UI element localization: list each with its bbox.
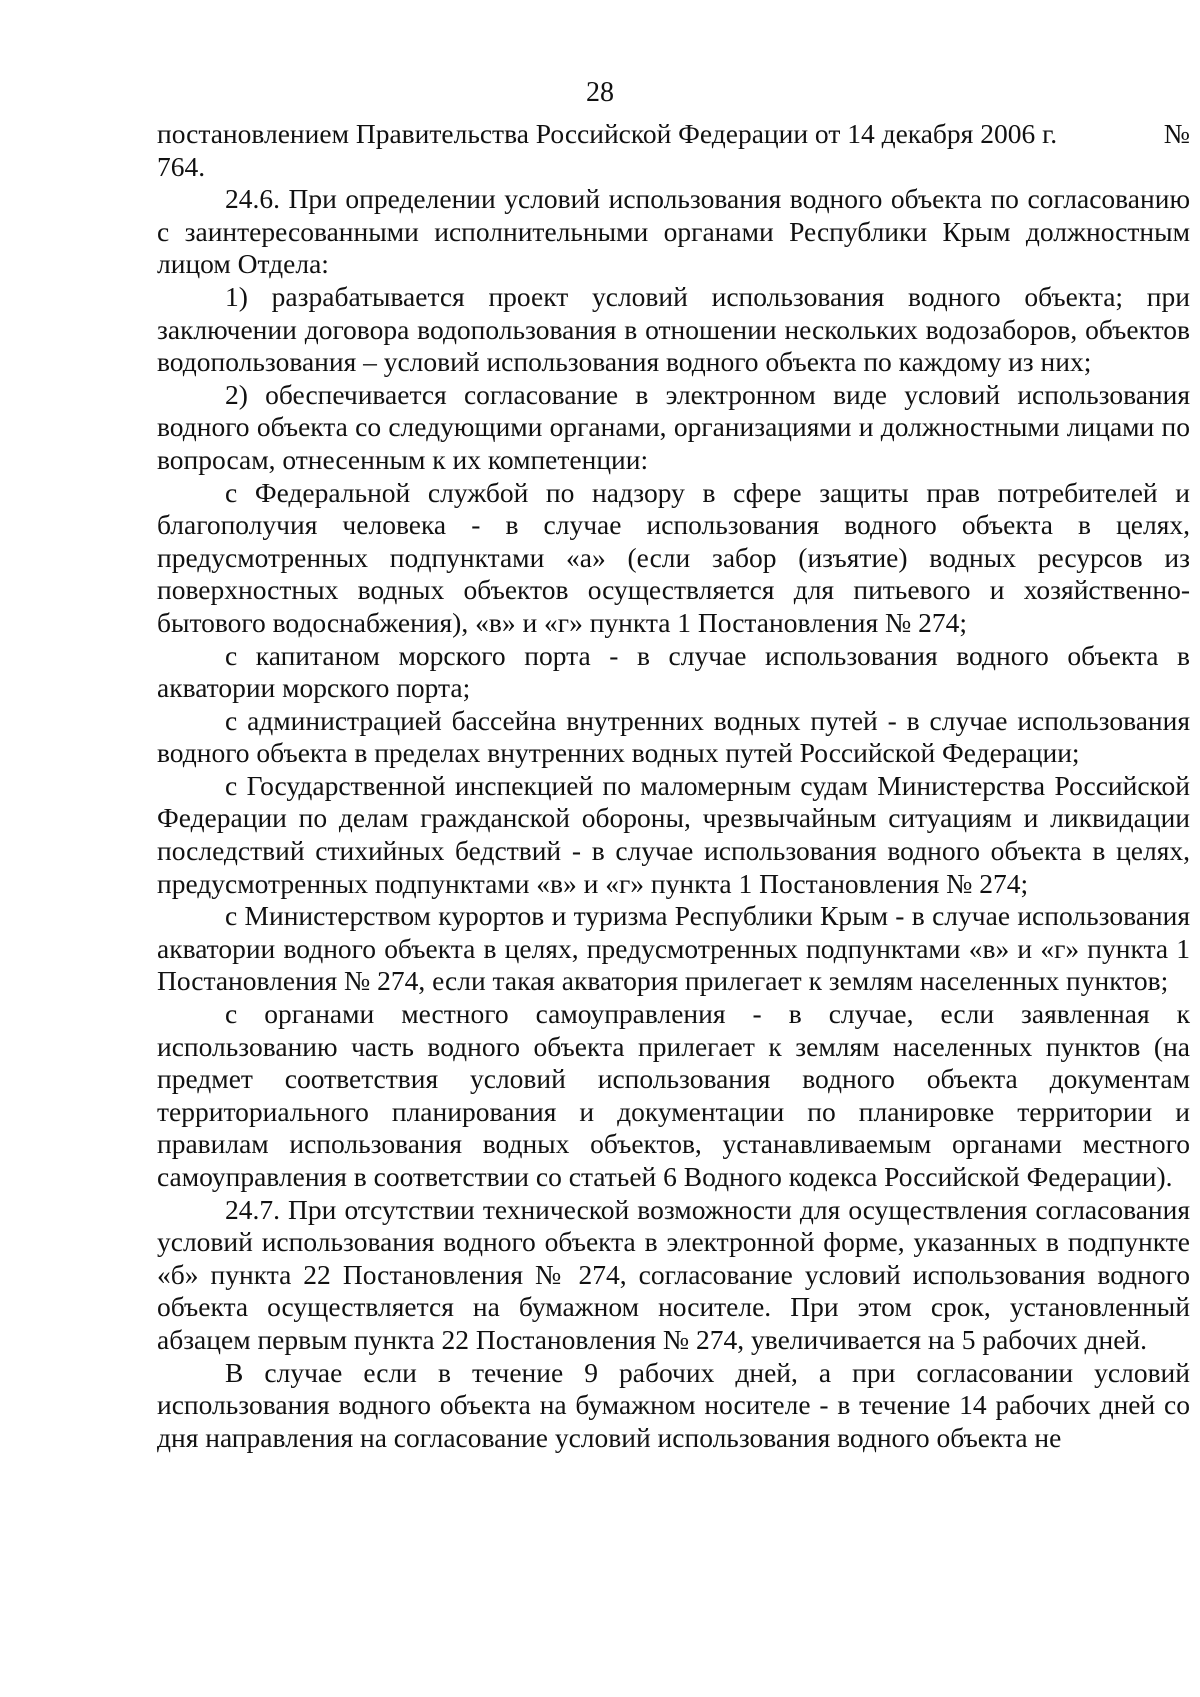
header-line-text: постановлением Правительства Российской Федерации от 14 декабря 2006 г.	[157, 118, 1058, 149]
page-number: 28	[586, 77, 614, 108]
paragraph-local-government: с органами местного самоуправления - в случае, если заявленная к использованию часть водного объекта прилегает к землям населенных пунктов (на предмет соответствия условий использования водного объекта документам территориального планирования и документации по планировке территории и правилам использования водных объектов, устанавливаемым органами местного самоуправления в соответствии со статьей 6 Водного кодекса Российской Федерации).	[157, 998, 1190, 1192]
header-continuation: 764.	[157, 150, 206, 182]
paragraph-item-2: 2) обеспечивается согласование в электронном виде условий использования водного объекта со следующими органами, организациями и должностными лицами по вопросам, отнесенным к их компетенции:	[157, 378, 1190, 475]
paragraph-24-7: 24.7. При отсутствии технической возможности для осуществления согласования условий использования водного объекта в электронной форме, указанных в подпункте «б» пункта 22 Постановления № 274, согласование условий использования водного объекта осуществляется на бумажном носителе. При этом срок, установленный абзацем первым пункта 22 Постановления № 274, увеличивается на 5 рабочих дней.	[157, 1193, 1190, 1355]
paragraph-inland-waterways: с администрацией бассейна внутренних водных путей - в случае использования водного объекта в пределах внутренних водных путей Российской Федерации;	[157, 704, 1190, 769]
paragraph-item-1: 1) разрабатывается проект условий использования водного объекта; при заключении договора водопользования в отношении нескольких водозаборов, объектов водопользования – условий использования водного объекта по каждому из них;	[157, 280, 1190, 378]
document-body	[157, 118, 1190, 1454]
paragraph-small-vessels-inspection: с Государственной инспекцией по маломерным судам Министерства Российской Федерации по делам гражданской обороны, чрезвычайным ситуациям и ликвидации последствий стихийных бедствий - в случае использования водного объекта в целях, предусмотренных подпунктами «в» и «г» пункта 1 Постановления № 274;	[157, 769, 1190, 899]
number-sign: №	[1163, 118, 1190, 149]
paragraph-deadline: В случае если в течение 9 рабочих дней, а при согласовании условий использования водного объекта на бумажном носителе - в течение 14 рабочих дней со дня направления на согласование условий использования водного объекта не	[157, 1356, 1190, 1453]
paragraph-rospotrebnadzor: с Федеральной службой по надзору в сфере защиты прав потребителей и благополучия человека - в случае использования водного объекта в целях, предусмотренных подпунктами «а» (если забор (изъятие) водных ресурсов из поверхностных водных объектов осуществляется для питьевого и хозяйственно-бытового водоснабжения), «в» и «г» пункта 1 Постановления № 274;	[157, 476, 1190, 638]
paragraph-port-captain: с капитаном морского порта - в случае использования водного объекта в акватории морского порта;	[157, 639, 1190, 704]
paragraph-resorts-ministry: с Министерством курортов и туризма Республики Крым - в случае использования акватории водного объекта в целях, предусмотренных подпунктами «в» и «г» пункта 1 Постановления № 274, если такая акватория прилегает к землям населенных пунктов;	[157, 900, 1190, 997]
header-line	[157, 118, 1190, 151]
paragraph-24-6: 24.6. При определении условий использования водного объекта по согласованию с заинтересованными исполнительными органами Республики Крым должностным лицом Отдела:	[157, 183, 1190, 280]
